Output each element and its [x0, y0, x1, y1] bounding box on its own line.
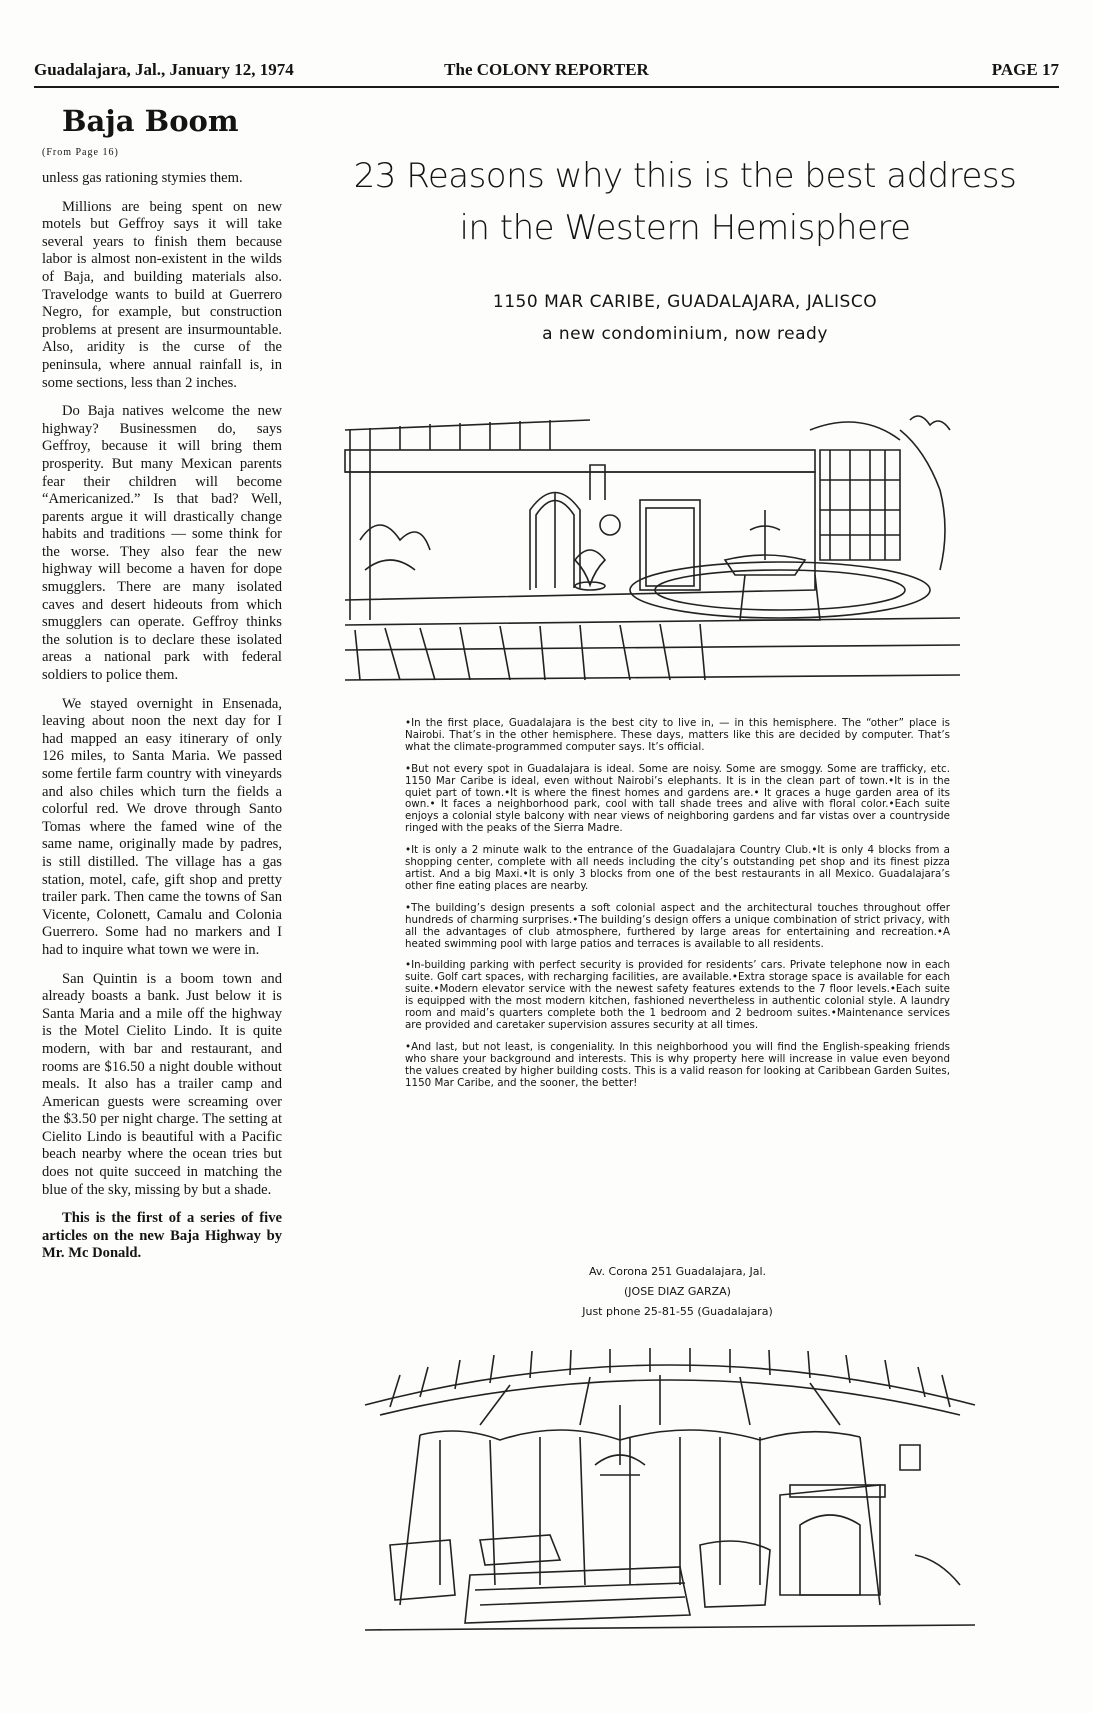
ad-address: 1150 MAR CARIBE, GUADALAJARA, JALISCO [492, 292, 878, 312]
contact-address: Av. Corona 251 Guadalajara, Jal. [589, 1265, 766, 1278]
article-title: Baja Boom [62, 104, 239, 138]
ad-reason-paragraph: •And last, but not least, is congeniality. In this neighborhood you will find the English-speaking friends who share your background and interests. This is why property here will increase in value even beyond the values created by higher building costs. This is a valid reason for looking at Caribbean Garden Suites, 1150 Mar Caribe, and the sooner, the better! [405, 1040, 950, 1089]
masthead-page-number: PAGE 17 [991, 60, 1059, 79]
article-footnote: This is the first of a series of five articles on the new Baja Highway by Mr. Mc Donald. [42, 1210, 282, 1262]
courtyard-fountain-illustration [340, 390, 970, 690]
ad-reason-paragraph: •It is only a 2 minute walk to the entrance of the Guadalajara Country Club.•It is only 4 blocks from a shopping center, complete with all needs including the city’s outstanding pet shop and its finest pizza artist. And a big Maxi.•It is only 3 blocks from one of the best restaurants in all Mexico. Guadalajara’s other fine eating places are nearby. [405, 844, 950, 892]
advertisement-header [335, 150, 1035, 344]
ad-subtitle: a new condominium, now ready [542, 324, 828, 344]
ad-reason-paragraph: •The building’s design presents a soft colonial aspect and the architectural touches throughout offer hundreds of charming surprises.•The building’s design offers a unique combination of strict privacy, with all the advantages of club atmosphere, furthered by large areas for entertaining and recreation.•A heated swimming pool with large patios and terraces is available to all residents. [405, 901, 950, 950]
contact-name: (JOSE DIAZ GARZA) [624, 1285, 731, 1298]
article-paragraph: San Quintin is a boom town and already boasts a bank. Just below it is Santa Maria and a mile off the highway is the Motel Cielito Lindo. It is quite modern, with bar and restaurant, and rooms are $16.50 a night double without meals. It also has a trailer camp and American guests were screaming over the $3.50 per night charge. The setting at Cielito Lindo is beautiful with a Pacific beach nearby where the ocean tries but does not quite succeed in matching the blue of the sky, missing by but a shade. [42, 970, 282, 1198]
article-paragraph: unless gas rationing stymies them. [42, 170, 243, 186]
contact-phone: Just phone 25-81-55 (Guadalajara) [582, 1305, 773, 1318]
ad-headline-line2: in the Western Hemisphere [459, 208, 911, 248]
continued-from-label: (From Page 16) [42, 147, 119, 158]
article-paragraph: Do Baja natives welcome the new highway? Businessmen do, says Geffroy, because it will bring them prosperity. But many Mexican parents fear their children will become “Americanized.” Is that bad? Well, parents argue it will drastically change habits and traditions — some think for the worse. They also fear the new highway will become a haven for dope smugglers. There are many isolated caves and desert hideouts from which smugglers can operate. Geffroy thinks the solution is to declare these isolated areas a national park with federal soldiers to police them. [42, 403, 282, 684]
article-column [42, 105, 282, 1274]
living-room-interior-illustration [360, 1345, 980, 1635]
article-paragraph: Millions are being spent on new motels but Geffroy says it will take several years to finish them because labor is almost non-existent in the wilds of Baja, and building materials also. Travelodge wants to build at Guerrero Negro, for example, but construction problems at present are insurmountable. Also, aridity is the curse of the peninsula, where annual rainfall is, in some sections, less than 2 inches. [42, 198, 282, 391]
ad-contact-block [405, 1262, 950, 1322]
ad-reason-paragraph: •In the first place, Guadalajara is the best city to live in, — in this hemisphere. The “other” place is Nairobi. That’s in the other hemisphere. These days, matters like this are decided by computer. That’s what the climate-programmed computer says. It’s official. [405, 717, 950, 753]
masthead-newspaper-name: The COLONY REPORTER [444, 60, 649, 79]
article-paragraph: We stayed overnight in Ensenada, leaving about noon the next day for I had mapped an easy itinerary of only 126 miles, to Santa Maria. We passed some fertile farm country with vineyards and also chiles which turn the fields a colorful red. We drove through Santo Tomas where the famed wine of the same name, originally made by padres, is still distilled. The village has a gas station, motel, cafe, gift shop and pretty trailer park. Then came the towns of San Vicente, Colonett, Camalu and Colonia Guerrero. Some had no markers and I had to inquire what town we were in. [42, 695, 282, 958]
advertisement-body [405, 718, 950, 1099]
ad-reason-paragraph: •In-building parking with perfect security is provided for residents’ cars. Private telephone now in each suite. Golf cart spaces, with recharging facilities, are available.•Extra storage space is available for each suite.•Modern elevator service with the newest safety features extends to the 7 floor levels.•Each suite is equipped with the most modern kitchen, fashioned nevertheless in authentic colonial style. A laundry room and maid’s quarters complete both the 1 bedroom and 2 bedroom suites.•Maintenance services are provided and caretaker supervision assures security at all times. [405, 959, 950, 1031]
masthead [34, 58, 1059, 88]
ad-reason-paragraph: •But not every spot in Guadalajara is ideal. Some are noisy. Some are smoggy. Some are trafficky, etc. 1150 Mar Caribe is ideal, even without Nairobi’s elephants. It is in the clean part of town.•It is in the quiet part of town.•It is where the finest homes and gardens are.• It graces a huge garden area of its own.• It faces a neighborhood park, cool with tall shade trees and alive with floral color.•Each suite enjoys a colonial style balcony with near views of neighboring gardens and far vistas over a countryside ringed with the peaks of the Sierra Madre. [405, 762, 950, 835]
ad-headline-line1: 23 Reasons why this is the best address [353, 156, 1017, 196]
masthead-dateline: Guadalajara, Jal., January 12, 1974 [34, 60, 294, 79]
